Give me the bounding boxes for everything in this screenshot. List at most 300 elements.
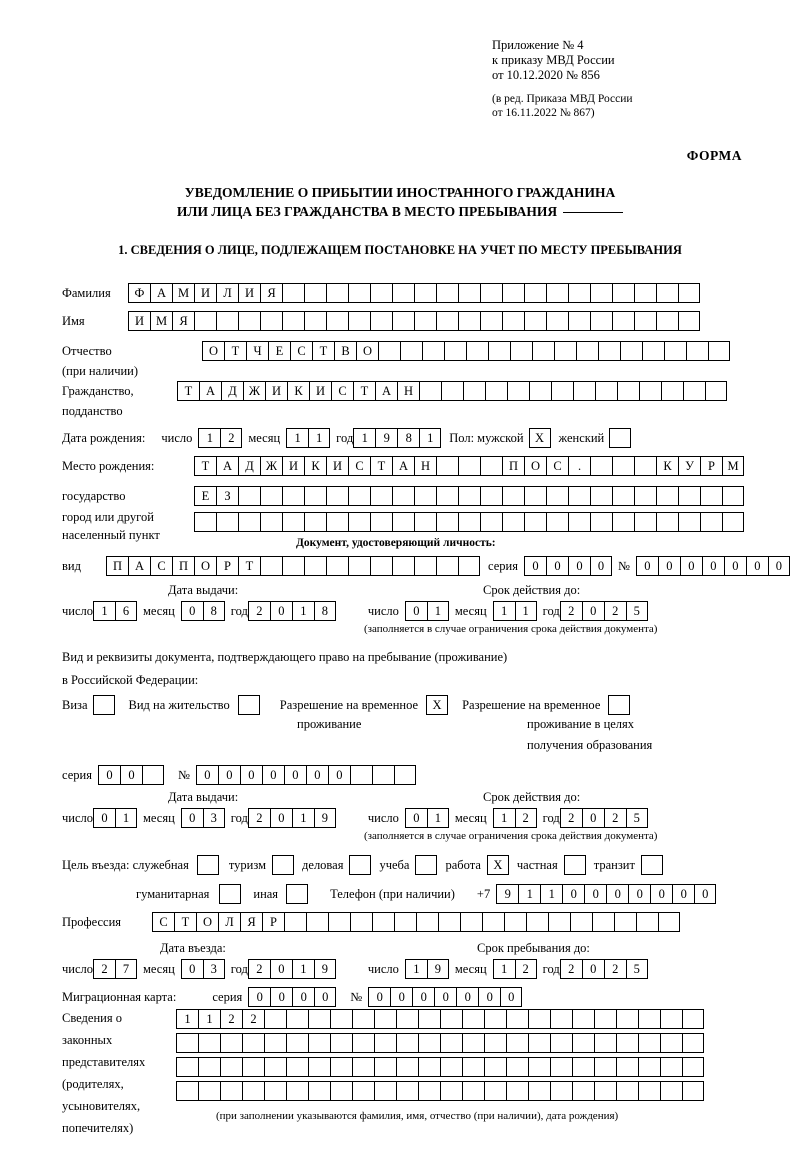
cell[interactable]: 0 [368,987,390,1007]
cell[interactable] [286,1057,308,1077]
cell[interactable] [264,1057,286,1077]
cell[interactable] [238,512,260,532]
name-input[interactable] [128,311,700,331]
cell[interactable] [396,1009,418,1029]
stay-year-input[interactable] [560,959,648,979]
cell[interactable]: 8 [203,601,225,621]
cell[interactable]: 9 [496,884,518,904]
cell[interactable] [458,556,480,576]
cell[interactable]: У [678,456,700,476]
cell[interactable]: А [392,456,414,476]
cell[interactable]: Т [224,341,246,361]
cell[interactable] [594,1009,616,1029]
cell[interactable]: З [216,486,238,506]
cell[interactable] [616,1081,638,1101]
migration-card-number-input[interactable] [368,987,522,1007]
cell[interactable]: 0 [120,765,142,785]
cell[interactable] [330,1009,352,1029]
cell[interactable]: 0 [248,987,270,1007]
cell[interactable] [506,1081,528,1101]
cell[interactable] [568,512,590,532]
cell[interactable]: Я [260,283,282,303]
temp-residence-checkbox[interactable]: X [426,695,448,715]
cell[interactable]: Р [216,556,238,576]
cell[interactable] [572,1009,594,1029]
cell[interactable] [378,341,400,361]
cell[interactable] [682,1009,704,1029]
cell[interactable] [282,486,304,506]
cell[interactable] [370,311,392,331]
cell[interactable] [686,341,708,361]
cell[interactable]: О [524,456,546,476]
cell[interactable] [705,381,727,401]
cell[interactable] [462,1081,484,1101]
identity-doc-valid-month-input[interactable] [493,601,537,621]
cell[interactable] [436,311,458,331]
cell[interactable] [502,283,524,303]
cell[interactable] [660,1009,682,1029]
cell[interactable] [462,1057,484,1077]
cell[interactable] [660,1033,682,1053]
cell[interactable] [529,381,551,401]
patronymic-input[interactable] [202,341,730,361]
cell[interactable] [396,1033,418,1053]
cell[interactable] [444,341,466,361]
cell[interactable] [639,381,661,401]
cell[interactable] [304,283,326,303]
cell[interactable] [590,311,612,331]
identity-doc-kind-input[interactable] [106,556,480,576]
cell[interactable]: 0 [240,765,262,785]
cell[interactable] [506,1009,528,1029]
cell[interactable]: 2 [604,959,626,979]
cell[interactable]: 0 [636,556,658,576]
cell[interactable]: С [290,341,312,361]
birthplace-line-2-input[interactable] [194,486,744,506]
cell[interactable]: 1 [493,808,515,828]
cell[interactable]: 1 [405,959,427,979]
cell[interactable] [524,283,546,303]
cell[interactable]: 0 [405,601,427,621]
cell[interactable] [590,456,612,476]
cell[interactable] [260,556,282,576]
cell[interactable]: 0 [98,765,120,785]
birthplace-line-1-input[interactable] [194,456,744,476]
entry-day-input[interactable] [93,959,137,979]
cell[interactable]: 2 [604,601,626,621]
cell[interactable] [485,381,507,401]
cell[interactable]: В [334,341,356,361]
cell[interactable]: 1 [292,601,314,621]
cell[interactable]: 0 [284,765,306,785]
cell[interactable] [612,311,634,331]
cell[interactable]: 5 [626,601,648,621]
cell[interactable]: 0 [606,884,628,904]
cell[interactable]: 1 [515,601,537,621]
cell[interactable]: А [150,283,172,303]
cell[interactable]: 0 [746,556,768,576]
purpose-private-checkbox[interactable] [564,855,586,875]
cell[interactable] [260,311,282,331]
identity-doc-issue-month-input[interactable] [181,601,225,621]
stay-doc-valid-month-input[interactable] [493,808,537,828]
cell[interactable]: 0 [306,765,328,785]
cell[interactable]: 1 [353,428,375,448]
cell[interactable]: 2 [248,601,270,621]
cell[interactable] [660,1057,682,1077]
cell[interactable]: 9 [427,959,449,979]
purpose-service-checkbox[interactable] [197,855,219,875]
cell[interactable] [660,1081,682,1101]
cell[interactable] [682,1081,704,1101]
cell[interactable] [458,311,480,331]
cell[interactable]: 2 [220,428,242,448]
cell[interactable] [484,1033,506,1053]
stay-month-input[interactable] [493,959,537,979]
cell[interactable]: О [194,556,216,576]
cell[interactable] [568,486,590,506]
cell[interactable]: 1 [198,1009,220,1029]
cell[interactable] [422,341,444,361]
cell[interactable] [264,1009,286,1029]
cell[interactable]: К [304,456,326,476]
cell[interactable] [286,1033,308,1053]
identity-doc-series-input[interactable] [524,556,612,576]
cell[interactable] [306,912,328,932]
cell[interactable] [352,1081,374,1101]
cell[interactable] [484,1057,506,1077]
cell[interactable] [463,381,485,401]
cell[interactable] [220,1057,242,1077]
cell[interactable] [550,1009,572,1029]
cell[interactable]: 1 [493,601,515,621]
cell[interactable]: 2 [515,959,537,979]
cell[interactable]: М [722,456,744,476]
cell[interactable]: Л [218,912,240,932]
cell[interactable]: Н [397,381,419,401]
cell[interactable] [400,341,422,361]
cell[interactable] [194,512,216,532]
cell[interactable] [550,1057,572,1077]
cell[interactable] [374,1009,396,1029]
cell[interactable] [348,311,370,331]
cell[interactable]: Т [194,456,216,476]
identity-doc-valid-year-input[interactable] [560,601,648,621]
cell[interactable] [642,341,664,361]
cell[interactable] [570,912,592,932]
cell[interactable] [416,912,438,932]
cell[interactable]: 1 [540,884,562,904]
cell[interactable] [678,512,700,532]
cell[interactable]: Ж [243,381,265,401]
cell[interactable] [436,556,458,576]
cell[interactable]: 0 [434,987,456,1007]
cell[interactable] [614,912,636,932]
cell[interactable]: А [199,381,221,401]
cell[interactable]: 9 [375,428,397,448]
cell[interactable] [572,1057,594,1077]
sex-male-checkbox[interactable]: X [529,428,551,448]
cell[interactable] [436,486,458,506]
cell[interactable] [418,1033,440,1053]
cell[interactable] [638,1081,660,1101]
cell[interactable] [488,341,510,361]
cell[interactable] [330,1033,352,1053]
cell[interactable] [722,486,744,506]
cell[interactable] [460,912,482,932]
cell[interactable]: Р [700,456,722,476]
cell[interactable]: 0 [500,987,522,1007]
cell[interactable]: 2 [93,959,115,979]
cell[interactable] [617,381,639,401]
cell[interactable]: 1 [427,808,449,828]
cell[interactable]: 1 [419,428,441,448]
cell[interactable] [528,1009,550,1029]
cell[interactable] [308,1081,330,1101]
cell[interactable] [238,486,260,506]
cell[interactable]: 1 [493,959,515,979]
cell[interactable] [370,556,392,576]
cell[interactable] [374,1033,396,1053]
purpose-other-checkbox[interactable] [286,884,308,904]
cell[interactable] [526,912,548,932]
cell[interactable] [198,1081,220,1101]
birthplace-line-3-input[interactable] [194,512,744,532]
cell[interactable] [392,556,414,576]
cell[interactable]: Т [312,341,334,361]
cell[interactable]: 2 [560,808,582,828]
cell[interactable] [598,341,620,361]
cell[interactable]: 0 [524,556,546,576]
purpose-work-checkbox[interactable]: X [487,855,509,875]
cell[interactable] [394,912,416,932]
cell[interactable] [414,512,436,532]
cell[interactable] [546,283,568,303]
cell[interactable] [484,1081,506,1101]
cell[interactable] [370,283,392,303]
cell[interactable] [524,311,546,331]
cell[interactable]: 2 [248,808,270,828]
cell[interactable] [440,1009,462,1029]
cell[interactable] [462,1009,484,1029]
cell[interactable]: П [106,556,128,576]
cell[interactable] [142,765,164,785]
cell[interactable]: А [216,456,238,476]
cell[interactable]: И [309,381,331,401]
cell[interactable] [458,512,480,532]
cell[interactable] [502,311,524,331]
cell[interactable]: 0 [292,987,314,1007]
cell[interactable]: 0 [590,556,612,576]
cell[interactable]: М [150,311,172,331]
cell[interactable] [440,1057,462,1077]
cell[interactable]: 0 [584,884,606,904]
cell[interactable]: 0 [270,987,292,1007]
purpose-transit-checkbox[interactable] [641,855,663,875]
cell[interactable]: 0 [328,765,350,785]
cell[interactable] [326,512,348,532]
cell[interactable] [683,381,705,401]
cell[interactable] [374,1081,396,1101]
cell[interactable]: 2 [560,959,582,979]
cell[interactable] [612,283,634,303]
identity-doc-number-input[interactable] [636,556,790,576]
cell[interactable] [330,1081,352,1101]
cell[interactable]: 1 [292,959,314,979]
cell[interactable] [638,1057,660,1077]
cell[interactable] [546,512,568,532]
cell[interactable]: 0 [270,959,292,979]
cell[interactable]: 0 [412,987,434,1007]
cell[interactable]: 0 [262,765,284,785]
cell[interactable] [658,912,680,932]
cell[interactable]: 0 [93,808,115,828]
cell[interactable] [592,912,614,932]
cell[interactable] [638,1033,660,1053]
cell[interactable]: 0 [270,601,292,621]
cell[interactable] [595,381,617,401]
cell[interactable] [352,1033,374,1053]
cell[interactable]: О [202,341,224,361]
cell[interactable] [678,486,700,506]
cell[interactable] [616,1057,638,1077]
cell[interactable]: Т [177,381,199,401]
cell[interactable]: 0 [562,884,584,904]
cell[interactable] [551,381,573,401]
cell[interactable]: 8 [397,428,419,448]
stay-doc-issue-month-input[interactable] [181,808,225,828]
cell[interactable] [282,283,304,303]
cell[interactable]: 0 [672,884,694,904]
cell[interactable] [198,1057,220,1077]
cell[interactable] [392,311,414,331]
cell[interactable] [466,341,488,361]
purpose-business-checkbox[interactable] [349,855,371,875]
cell[interactable] [594,1033,616,1053]
profession-input[interactable] [152,912,680,932]
cell[interactable] [678,283,700,303]
cell[interactable] [304,486,326,506]
cell[interactable] [568,311,590,331]
cell[interactable]: 0 [546,556,568,576]
cell[interactable] [308,1033,330,1053]
cell[interactable]: П [172,556,194,576]
cell[interactable] [634,512,656,532]
cell[interactable]: Е [268,341,290,361]
cell[interactable]: 2 [248,959,270,979]
cell[interactable] [528,1057,550,1077]
cell[interactable]: 0 [680,556,702,576]
cell[interactable] [616,1033,638,1053]
cell[interactable]: 0 [456,987,478,1007]
residence-permit-checkbox[interactable] [238,695,260,715]
cell[interactable]: 2 [515,808,537,828]
cell[interactable]: 0 [582,808,604,828]
cell[interactable] [260,512,282,532]
cell[interactable]: 0 [658,556,680,576]
cell[interactable] [328,912,350,932]
cell[interactable] [634,456,656,476]
cell[interactable] [506,1057,528,1077]
stay-doc-valid-year-input[interactable] [560,808,648,828]
cell[interactable] [590,486,612,506]
cell[interactable]: 0 [218,765,240,785]
legal-reps-row-4-input[interactable] [176,1081,704,1101]
cell[interactable] [418,1057,440,1077]
cell[interactable] [572,1081,594,1101]
cell[interactable] [506,1033,528,1053]
cell[interactable] [576,341,598,361]
cell[interactable]: 1 [286,428,308,448]
cell[interactable] [308,1057,330,1077]
cell[interactable] [572,1033,594,1053]
cell[interactable]: 0 [390,987,412,1007]
citizenship-input[interactable] [177,381,727,401]
cell[interactable]: Н [414,456,436,476]
cell[interactable] [440,1033,462,1053]
cell[interactable]: 1 [176,1009,198,1029]
phone-input[interactable] [496,884,716,904]
cell[interactable]: 1 [292,808,314,828]
cell[interactable] [656,311,678,331]
cell[interactable]: 0 [405,808,427,828]
visa-checkbox[interactable] [93,695,115,715]
stay-doc-issue-day-input[interactable] [93,808,137,828]
cell[interactable] [220,1033,242,1053]
cell[interactable] [722,512,744,532]
cell[interactable]: П [502,456,524,476]
cell[interactable] [392,512,414,532]
cell[interactable] [634,486,656,506]
cell[interactable]: С [150,556,172,576]
cell[interactable] [480,512,502,532]
cell[interactable] [372,912,394,932]
cell[interactable]: 0 [181,808,203,828]
cell[interactable] [656,486,678,506]
cell[interactable]: И [282,456,304,476]
cell[interactable] [480,486,502,506]
cell[interactable]: Е [194,486,216,506]
cell[interactable] [620,341,642,361]
birth-month-input[interactable] [286,428,330,448]
cell[interactable] [532,341,554,361]
cell[interactable]: К [656,456,678,476]
cell[interactable]: 0 [768,556,790,576]
cell[interactable]: 8 [314,601,336,621]
cell[interactable]: И [326,456,348,476]
cell[interactable] [418,1081,440,1101]
cell[interactable] [594,1057,616,1077]
cell[interactable]: 0 [568,556,590,576]
cell[interactable]: 5 [626,808,648,828]
cell[interactable] [502,512,524,532]
cell[interactable]: С [152,912,174,932]
cell[interactable]: 2 [242,1009,264,1029]
cell[interactable]: И [238,283,260,303]
cell[interactable] [612,486,634,506]
cell[interactable] [418,1009,440,1029]
entry-month-input[interactable] [181,959,225,979]
cell[interactable]: С [331,381,353,401]
cell[interactable]: 1 [198,428,220,448]
cell[interactable]: Т [238,556,260,576]
cell[interactable] [656,283,678,303]
cell[interactable] [348,486,370,506]
cell[interactable] [396,1057,418,1077]
cell[interactable]: Ч [246,341,268,361]
cell[interactable] [350,765,372,785]
cell[interactable]: Л [216,283,238,303]
